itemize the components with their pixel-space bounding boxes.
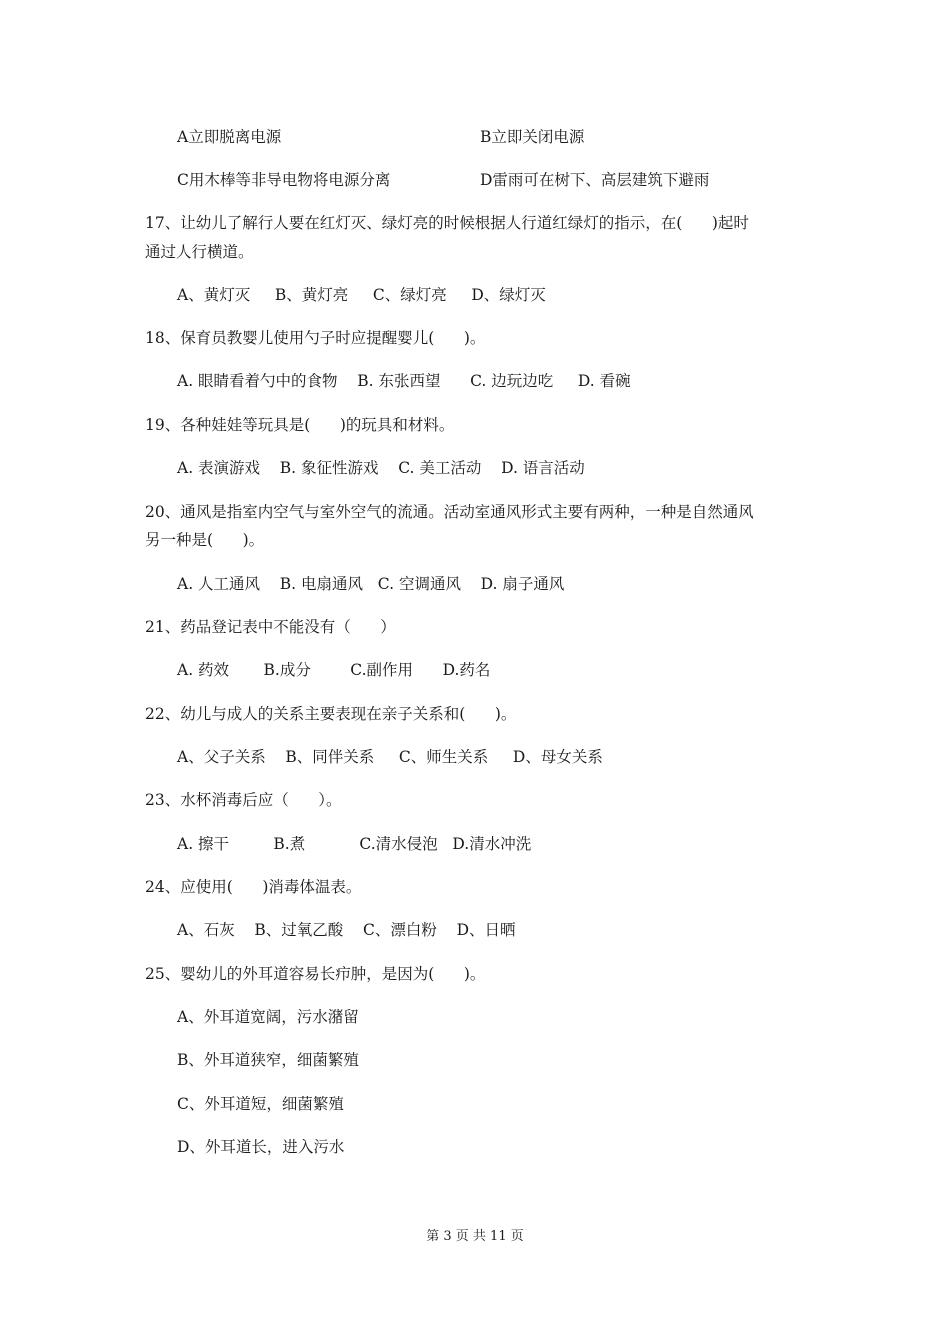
question-22-options: A、父子关系 B、同伴关系 C、师生关系 D、母女关系 <box>177 748 603 766</box>
question-25-option-a: A、外耳道宽阔，污水潴留 <box>177 1008 359 1026</box>
question-21-options: A. 药效 B.成分 C.副作用 D.药名 <box>177 661 491 679</box>
question-20-stem-cont: 另一种是( )。 <box>145 531 265 549</box>
question-24-stem: 24、应使用( )消毒体温表。 <box>145 878 362 896</box>
question-23-stem: 23、水杯消毒后应（ ）。 <box>145 791 342 809</box>
question-20-stem: 20、通风是指室内空气与室外空气的流通。活动室通风形式主要有两种，一种是自然通风 <box>145 503 754 521</box>
option-c-prev: C用木棒等非导电物将电源分离 <box>177 171 391 189</box>
question-23-options: A. 擦干 B.煮 C.清水侵泡 D.清水冲洗 <box>177 835 532 853</box>
question-25-stem: 25、婴幼儿的外耳道容易长疖肿，是因为( )。 <box>145 965 486 983</box>
question-17-options: A、黄灯灭 B、黄灯亮 C、绿灯亮 D、绿灯灭 <box>177 286 546 304</box>
question-20-options: A. 人工通风 B. 电扇通风 C. 空调通风 D. 扇子通风 <box>177 575 565 593</box>
question-17-stem-cont: 通过人行横道。 <box>145 243 254 261</box>
question-22-stem: 22、幼儿与成人的关系主要表现在亲子关系和( )。 <box>145 705 517 723</box>
question-25-option-d: D、外耳道长，进入污水 <box>177 1138 345 1156</box>
question-21-stem: 21、药品登记表中不能没有（ ） <box>145 618 396 636</box>
question-18-options: A. 眼睛看着勺中的食物 B. 东张西望 C. 边玩边吃 D. 看碗 <box>177 372 631 390</box>
question-24-options: A、石灰 B、过氧乙酸 C、漂白粉 D、日晒 <box>177 921 516 939</box>
question-19-options: A. 表演游戏 B. 象征性游戏 C. 美工活动 D. 语言活动 <box>177 459 585 477</box>
option-b-prev: B立即关闭电源 <box>480 128 585 146</box>
question-19-stem: 19、各种娃娃等玩具是( )的玩具和材料。 <box>145 416 455 434</box>
page-footer: 第 3 页 共 11 页 <box>426 1229 524 1244</box>
question-17-stem: 17、让幼儿了解行人要在红灯灭、绿灯亮的时候根据人行道红绿灯的指示，在( )起时 <box>145 214 749 232</box>
option-a-prev: A立即脱离电源 <box>177 128 282 146</box>
option-d-prev: D雷雨可在树下、高层建筑下避雨 <box>480 171 710 189</box>
question-25-option-c: C、外耳道短，细菌繁殖 <box>177 1095 344 1113</box>
question-25-option-b: B、外耳道狭窄，细菌繁殖 <box>177 1051 359 1069</box>
question-18-stem: 18、保育员教婴儿使用勺子时应提醒婴儿( )。 <box>145 329 486 347</box>
